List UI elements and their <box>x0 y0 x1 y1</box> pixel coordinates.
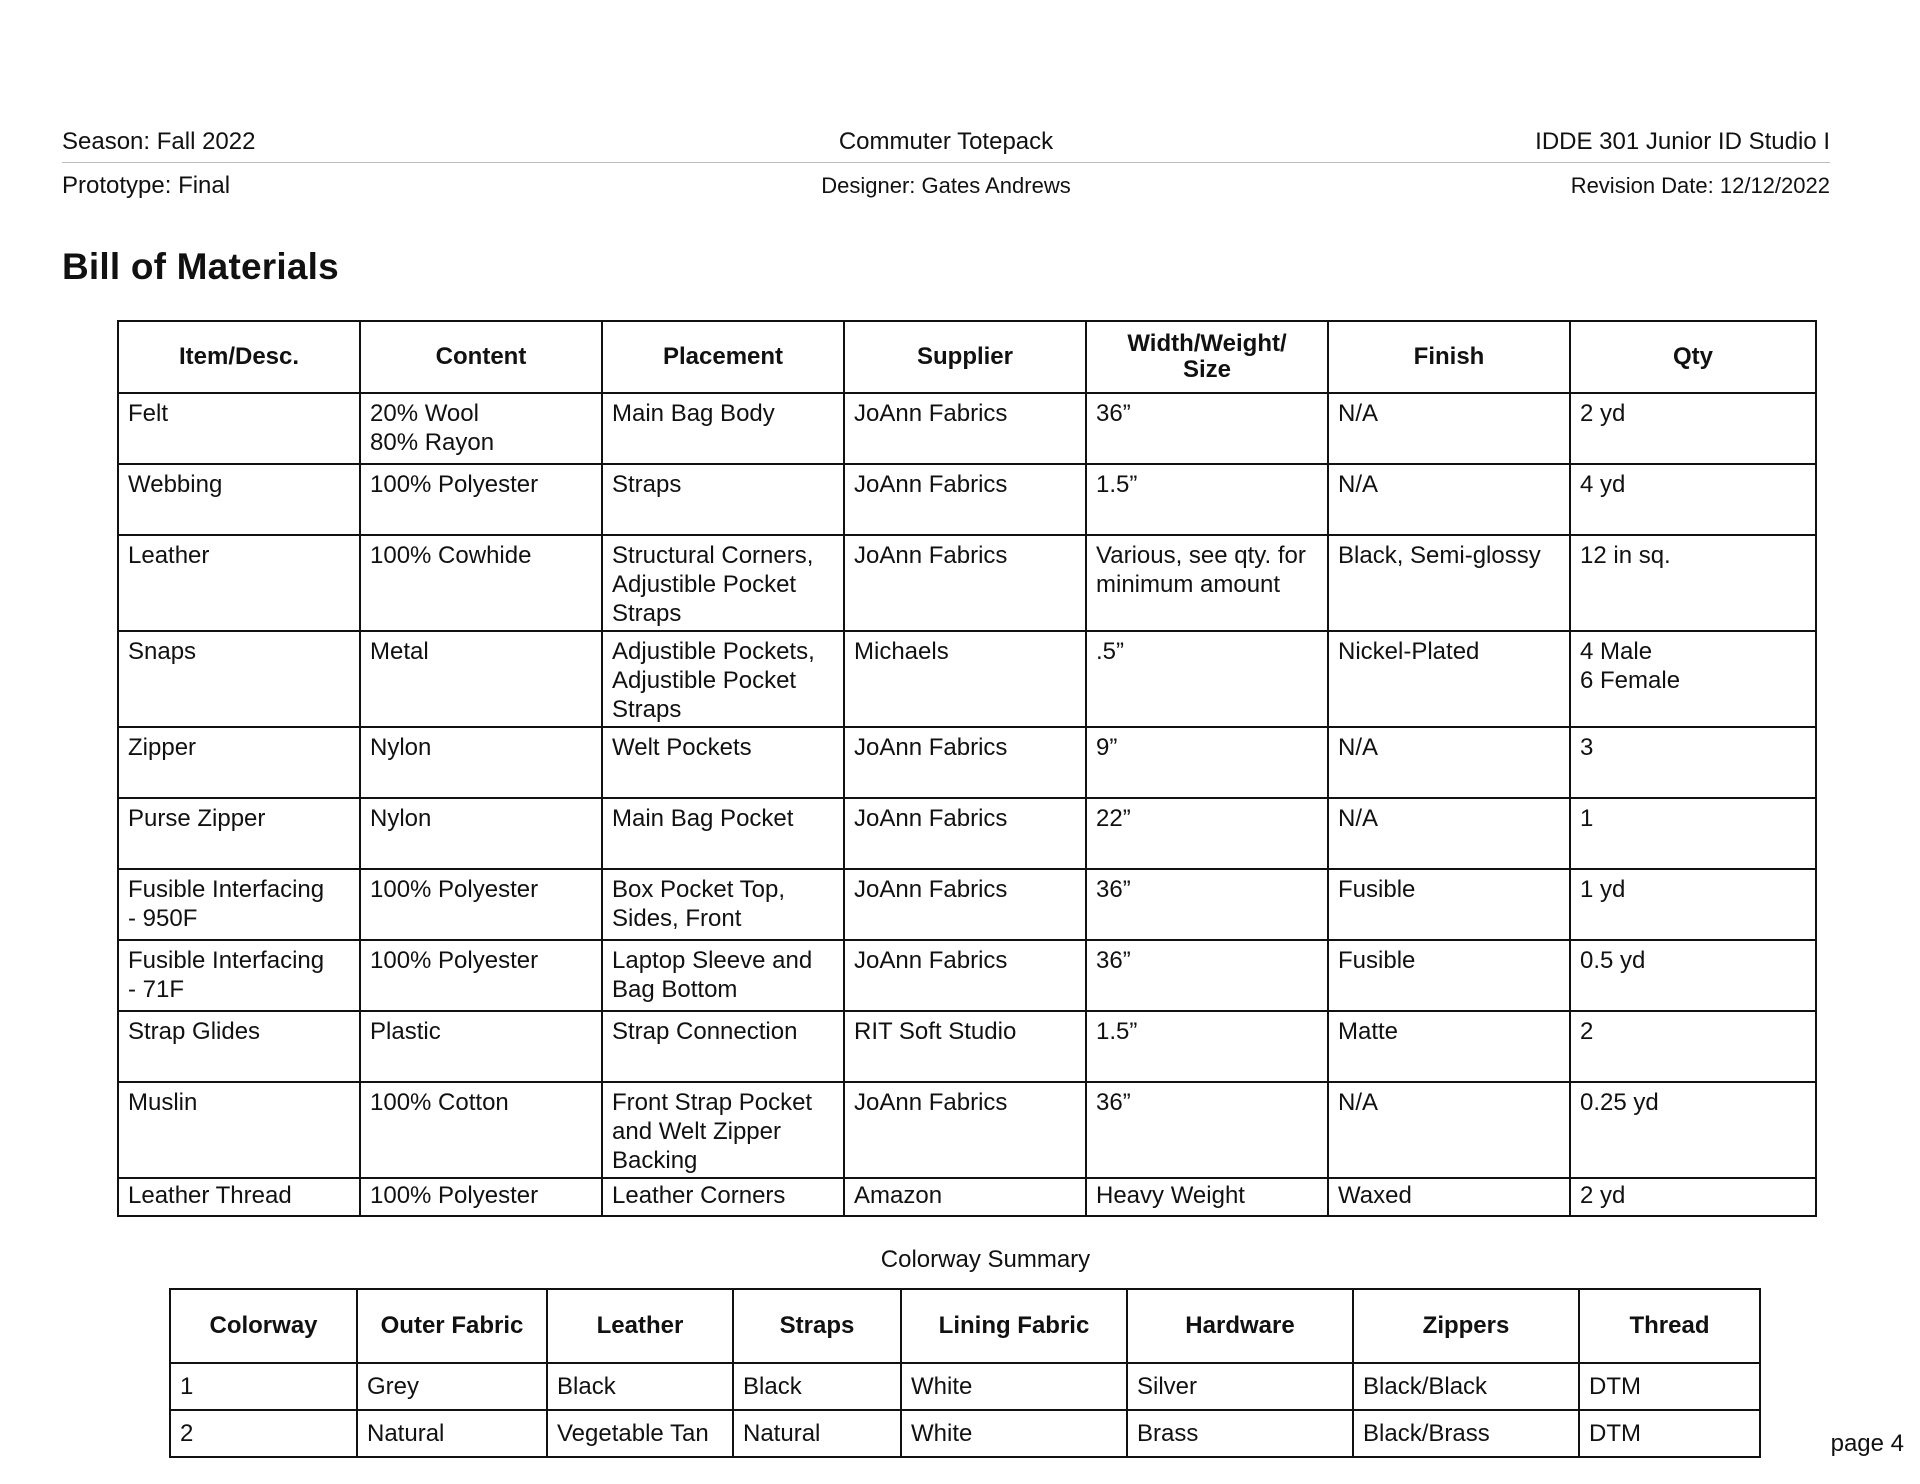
bom-cell-supplier: JoAnn Fabrics <box>844 940 1086 1011</box>
bom-cell-placement: Laptop Sleeve and Bag Bottom <box>602 940 844 1011</box>
bom-cell-item: Leather Thread <box>118 1178 360 1216</box>
colorway-cell-straps: Natural <box>733 1410 901 1457</box>
bom-cell-item: Fusible Interfacing - 71F <box>118 940 360 1011</box>
bom-cell-content: Plastic <box>360 1011 602 1082</box>
bom-cell-qty: 2 yd <box>1570 1178 1816 1216</box>
bom-cell-item: Muslin <box>118 1082 360 1178</box>
bom-cell-finish: Matte <box>1328 1011 1570 1082</box>
table-row <box>118 940 1816 1011</box>
bom-cell-item: Snaps <box>118 631 360 727</box>
bom-cell-content: 100% Cotton <box>360 1082 602 1178</box>
bom-col-item: Item/Desc. <box>118 321 360 393</box>
bom-col-qty: Qty <box>1570 321 1816 393</box>
colorway-summary-caption: Colorway Summary <box>880 1246 1091 1273</box>
bom-cell-supplier: JoAnn Fabrics <box>844 464 1086 535</box>
bom-cell-content: 100% Polyester <box>360 1178 602 1216</box>
bom-cell-size: 36” <box>1086 869 1328 940</box>
product-name: Commuter Totepack <box>838 128 1054 155</box>
bom-cell-size: 36” <box>1086 393 1328 464</box>
bom-cell-qty: 0.5 yd <box>1570 940 1816 1011</box>
bom-cell-placement: Welt Pockets <box>602 727 844 798</box>
bom-cell-qty: 4 yd <box>1570 464 1816 535</box>
colorway-cell-thread: DTM <box>1579 1410 1760 1457</box>
colorway-col-lining-fabric: Lining Fabric <box>901 1289 1127 1363</box>
page-title: Bill of Materials <box>62 246 339 287</box>
table-row <box>118 798 1816 869</box>
colorway-cell-outer-fabric: Grey <box>357 1363 547 1410</box>
bom-cell-item: Zipper <box>118 727 360 798</box>
bom-cell-finish: Nickel-Plated <box>1328 631 1570 727</box>
bom-cell-content: 20% Wool 80% Rayon <box>360 393 602 464</box>
table-row <box>118 727 1816 798</box>
bom-cell-placement: Front Strap Pocket and Welt Zipper Backing <box>602 1082 844 1178</box>
bom-cell-qty: 2 yd <box>1570 393 1816 464</box>
bom-cell-size: 36” <box>1086 940 1328 1011</box>
bom-cell-content: 100% Polyester <box>360 940 602 1011</box>
bom-col-content: Content <box>360 321 602 393</box>
bom-cell-finish: N/A <box>1328 464 1570 535</box>
bom-col-supplier: Supplier <box>844 321 1086 393</box>
header-divider <box>62 162 1830 163</box>
bom-cell-supplier: JoAnn Fabrics <box>844 1082 1086 1178</box>
bom-cell-finish: N/A <box>1328 1082 1570 1178</box>
bom-cell-qty: 4 Male 6 Female <box>1570 631 1816 727</box>
colorway-col-hardware: Hardware <box>1127 1289 1353 1363</box>
colorway-header-row <box>170 1289 1760 1363</box>
bom-cell-finish: Waxed <box>1328 1178 1570 1216</box>
colorway-cell-hardware: Silver <box>1127 1363 1353 1410</box>
bom-cell-qty: 3 <box>1570 727 1816 798</box>
bom-cell-finish: Fusible <box>1328 869 1570 940</box>
bom-cell-placement: Box Pocket Top, Sides, Front <box>602 869 844 940</box>
bom-cell-finish: N/A <box>1328 798 1570 869</box>
colorway-cell-outer-fabric: Natural <box>357 1410 547 1457</box>
bom-cell-content: 100% Polyester <box>360 869 602 940</box>
bom-cell-supplier: JoAnn Fabrics <box>844 869 1086 940</box>
bom-cell-finish: Black, Semi-glossy <box>1328 535 1570 631</box>
colorway-col-straps: Straps <box>733 1289 901 1363</box>
bom-cell-placement: Main Bag Body <box>602 393 844 464</box>
bom-cell-size: 36” <box>1086 1082 1328 1178</box>
page-number: page 4 <box>1830 1430 1904 1457</box>
bom-cell-item: Felt <box>118 393 360 464</box>
bom-cell-placement: Leather Corners <box>602 1178 844 1216</box>
table-row <box>118 631 1816 727</box>
colorway-cell-thread: DTM <box>1579 1363 1760 1410</box>
bom-cell-placement: Straps <box>602 464 844 535</box>
course-label: IDDE 301 Junior ID Studio I <box>1535 128 1830 155</box>
bom-cell-placement: Strap Connection <box>602 1011 844 1082</box>
bom-cell-item: Strap Glides <box>118 1011 360 1082</box>
bom-cell-placement: Adjustible Pockets, Adjustible Pocket Straps <box>602 631 844 727</box>
colorway-cell-leather: Black <box>547 1363 733 1410</box>
season-label: Season: Fall 2022 <box>62 128 256 155</box>
bom-cell-content: Nylon <box>360 798 602 869</box>
colorway-col-colorway: Colorway <box>170 1289 357 1363</box>
bom-cell-content: Metal <box>360 631 602 727</box>
colorway-col-zippers: Zippers <box>1353 1289 1579 1363</box>
table-row <box>118 464 1816 535</box>
bom-cell-content: Nylon <box>360 727 602 798</box>
bom-cell-qty: 12 in sq. <box>1570 535 1816 631</box>
bom-cell-size: 22” <box>1086 798 1328 869</box>
bom-cell-qty: 2 <box>1570 1011 1816 1082</box>
header-row-bottom <box>62 168 1830 204</box>
bom-cell-supplier: JoAnn Fabrics <box>844 535 1086 631</box>
colorway-col-outer-fabric: Outer Fabric <box>357 1289 547 1363</box>
colorway-col-thread: Thread <box>1579 1289 1760 1363</box>
bom-cell-size: Various, see qty. for minimum amount <box>1086 535 1328 631</box>
bom-cell-supplier: Amazon <box>844 1178 1086 1216</box>
colorway-col-leather: Leather <box>547 1289 733 1363</box>
header-row-top <box>62 124 1830 160</box>
bom-cell-size: 1.5” <box>1086 1011 1328 1082</box>
bom-cell-item: Fusible Interfacing - 950F <box>118 869 360 940</box>
table-row <box>170 1363 1760 1410</box>
colorway-cell-id: 2 <box>170 1410 357 1457</box>
bom-cell-content: 100% Cowhide <box>360 535 602 631</box>
bom-cell-item: Purse Zipper <box>118 798 360 869</box>
colorway-cell-id: 1 <box>170 1363 357 1410</box>
colorway-cell-zippers: Black/Black <box>1353 1363 1579 1410</box>
colorway-cell-lining-fabric: White <box>901 1363 1127 1410</box>
bom-cell-finish: N/A <box>1328 727 1570 798</box>
bom-cell-supplier: JoAnn Fabrics <box>844 393 1086 464</box>
table-row <box>118 869 1816 940</box>
bom-cell-placement: Structural Corners, Adjustible Pocket Straps <box>602 535 844 631</box>
bom-cell-placement: Main Bag Pocket <box>602 798 844 869</box>
bom-header-row <box>118 321 1816 393</box>
colorway-cell-hardware: Brass <box>1127 1410 1353 1457</box>
colorway-cell-zippers: Black/Brass <box>1353 1410 1579 1457</box>
bom-cell-content: 100% Polyester <box>360 464 602 535</box>
table-row <box>118 1011 1816 1082</box>
bom-cell-item: Webbing <box>118 464 360 535</box>
bom-cell-supplier: JoAnn Fabrics <box>844 727 1086 798</box>
prototype-label: Prototype: Final <box>62 172 231 199</box>
colorway-cell-leather: Vegetable Tan <box>547 1410 733 1457</box>
colorway-summary-table <box>169 1288 1761 1458</box>
table-row <box>118 1178 1816 1216</box>
bom-cell-finish: N/A <box>1328 393 1570 464</box>
bom-cell-supplier: RIT Soft Studio <box>844 1011 1086 1082</box>
table-row <box>118 535 1816 631</box>
bom-cell-size: 1.5” <box>1086 464 1328 535</box>
table-row <box>118 393 1816 464</box>
bom-cell-finish: Fusible <box>1328 940 1570 1011</box>
bom-col-size: Width/Weight/ Size <box>1086 321 1328 393</box>
colorway-cell-straps: Black <box>733 1363 901 1410</box>
bom-col-placement: Placement <box>602 321 844 393</box>
revision-date: Revision Date: 12/12/2022 <box>1570 173 1830 198</box>
bom-cell-size: .5” <box>1086 631 1328 727</box>
table-row <box>118 1082 1816 1178</box>
bom-cell-supplier: Michaels <box>844 631 1086 727</box>
bom-cell-size: Heavy Weight <box>1086 1178 1328 1216</box>
colorway-cell-lining-fabric: White <box>901 1410 1127 1457</box>
bom-cell-item: Leather <box>118 535 360 631</box>
bom-col-finish: Finish <box>1328 321 1570 393</box>
table-row <box>170 1410 1760 1457</box>
bom-cell-qty: 0.25 yd <box>1570 1082 1816 1178</box>
bom-cell-supplier: JoAnn Fabrics <box>844 798 1086 869</box>
designer-label: Designer: Gates Andrews <box>821 173 1071 198</box>
bill-of-materials-table <box>117 320 1817 1217</box>
bom-cell-qty: 1 yd <box>1570 869 1816 940</box>
bom-cell-qty: 1 <box>1570 798 1816 869</box>
bom-cell-size: 9” <box>1086 727 1328 798</box>
